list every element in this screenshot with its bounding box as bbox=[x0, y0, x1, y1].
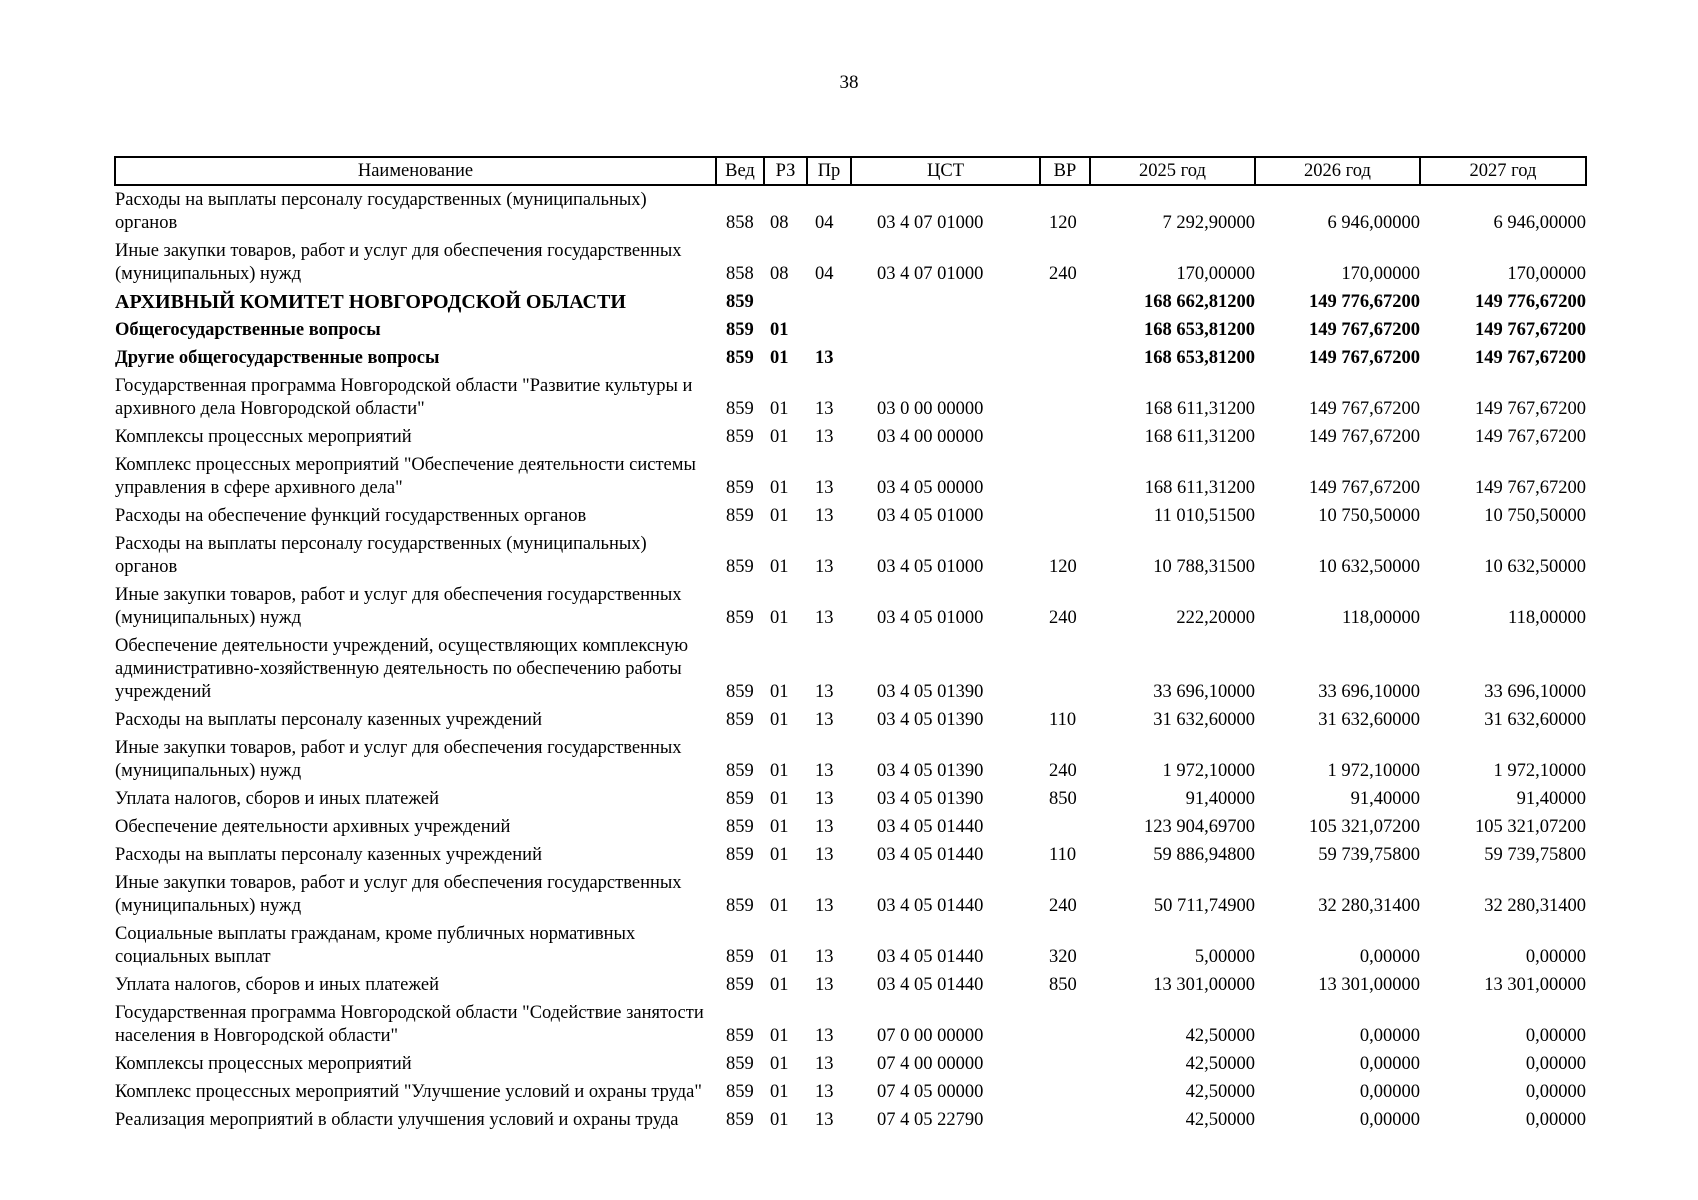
row-vr: 240 bbox=[1049, 264, 1077, 284]
row-2026: 10 750,50000 bbox=[1318, 506, 1420, 526]
row-2026: 118,00000 bbox=[1342, 608, 1420, 628]
row-pr: 13 bbox=[815, 608, 834, 628]
row-2027: 31 632,60000 bbox=[1484, 710, 1586, 730]
header-pr: Пр bbox=[807, 157, 851, 185]
row-rz: 01 bbox=[770, 682, 789, 702]
row-cst: 03 4 05 01000 bbox=[877, 506, 984, 526]
row-ved: 859 bbox=[726, 292, 754, 312]
header-row bbox=[115, 157, 1586, 185]
table-row bbox=[115, 734, 1586, 785]
row-pr: 04 bbox=[815, 213, 834, 233]
row-name: Иные закупки товаров, работ и услуг для обеспечения государственных (муниципальных) нужд bbox=[115, 585, 682, 628]
row-2026: 149 767,67200 bbox=[1309, 399, 1420, 419]
table-row-department bbox=[115, 288, 1586, 316]
row-2026: 0,00000 bbox=[1359, 1026, 1420, 1046]
row-vr: 850 bbox=[1049, 789, 1077, 809]
row-rz: 01 bbox=[770, 478, 789, 498]
row-pr: 13 bbox=[815, 1110, 834, 1130]
table-row bbox=[115, 502, 1586, 530]
row-2025: 59 886,94800 bbox=[1153, 845, 1255, 865]
row-rz: 01 bbox=[770, 975, 789, 995]
row-rz: 08 bbox=[770, 213, 789, 233]
row-2027: 91,40000 bbox=[1516, 789, 1586, 809]
row-ved: 859 bbox=[726, 399, 754, 419]
row-name: Государственная программа Новгородской области "Содействие занятости населения в Новгородской области" bbox=[115, 1003, 704, 1046]
row-name: Иные закупки товаров, работ и услуг для обеспечения государственных (муниципальных) нужд bbox=[115, 738, 682, 781]
row-ved: 859 bbox=[726, 608, 754, 628]
row-cst: 03 4 07 01000 bbox=[877, 264, 984, 284]
table-row bbox=[115, 813, 1586, 841]
row-pr bbox=[807, 288, 851, 316]
row-cst bbox=[851, 316, 1040, 344]
row-2025: 123 904,69700 bbox=[1144, 817, 1255, 837]
table-row bbox=[115, 971, 1586, 999]
row-2026: 0,00000 bbox=[1359, 1110, 1420, 1130]
row-vr: 240 bbox=[1049, 896, 1077, 916]
row-cst: 03 4 05 01000 bbox=[877, 557, 984, 577]
row-2027: 118,00000 bbox=[1508, 608, 1586, 628]
row-ved: 859 bbox=[726, 427, 754, 447]
row-pr: 13 bbox=[815, 557, 834, 577]
row-2027: 149 767,67200 bbox=[1475, 348, 1586, 368]
row-vr bbox=[1040, 1050, 1090, 1078]
table-row bbox=[115, 920, 1586, 971]
row-ved: 858 bbox=[726, 264, 754, 284]
row-2026: 170,00000 bbox=[1341, 264, 1420, 284]
row-ved: 859 bbox=[726, 947, 754, 967]
row-2027: 6 946,00000 bbox=[1493, 213, 1586, 233]
row-cst: 03 4 05 01000 bbox=[877, 608, 984, 628]
row-2027: 0,00000 bbox=[1525, 1082, 1586, 1102]
row-2026: 149 767,67200 bbox=[1309, 320, 1420, 340]
table-row bbox=[115, 999, 1586, 1050]
row-name: Общегосударственные вопросы bbox=[115, 320, 381, 340]
row-pr: 13 bbox=[815, 845, 834, 865]
row-cst: 03 4 00 00000 bbox=[877, 427, 984, 447]
row-cst: 03 4 05 01440 bbox=[877, 975, 984, 995]
row-2027: 33 696,10000 bbox=[1484, 682, 1586, 702]
header-2027: 2027 год bbox=[1420, 157, 1586, 185]
row-pr: 13 bbox=[815, 506, 834, 526]
row-vr bbox=[1040, 813, 1090, 841]
table-row bbox=[115, 423, 1586, 451]
row-vr: 850 bbox=[1049, 975, 1077, 995]
row-pr: 13 bbox=[815, 896, 834, 916]
row-2026: 59 739,75800 bbox=[1318, 845, 1420, 865]
row-2025: 42,50000 bbox=[1185, 1110, 1255, 1130]
row-2027: 0,00000 bbox=[1525, 947, 1586, 967]
row-ved: 859 bbox=[726, 506, 754, 526]
row-vr bbox=[1040, 1078, 1090, 1106]
row-2025: 42,50000 bbox=[1185, 1082, 1255, 1102]
row-2026: 31 632,60000 bbox=[1318, 710, 1420, 730]
row-ved: 859 bbox=[726, 817, 754, 837]
row-vr bbox=[1040, 632, 1090, 706]
row-name: Комплексы процессных мероприятий bbox=[115, 1054, 412, 1074]
row-2026: 0,00000 bbox=[1359, 1082, 1420, 1102]
row-pr: 13 bbox=[815, 348, 834, 368]
row-pr: 13 bbox=[815, 427, 834, 447]
header-ved: Вед bbox=[716, 157, 764, 185]
header-cst: ЦСТ bbox=[851, 157, 1040, 185]
row-rz: 01 bbox=[770, 320, 789, 340]
row-2025: 168 662,81200 bbox=[1144, 292, 1255, 312]
row-rz: 01 bbox=[770, 1082, 789, 1102]
table-row bbox=[115, 841, 1586, 869]
row-rz: 01 bbox=[770, 399, 789, 419]
row-rz: 01 bbox=[770, 947, 789, 967]
row-rz: 01 bbox=[770, 789, 789, 809]
row-vr: 240 bbox=[1049, 761, 1077, 781]
row-2027: 59 739,75800 bbox=[1484, 845, 1586, 865]
row-2026: 0,00000 bbox=[1359, 947, 1420, 967]
row-2027: 0,00000 bbox=[1525, 1026, 1586, 1046]
row-rz: 01 bbox=[770, 710, 789, 730]
row-2025: 50 711,74900 bbox=[1153, 896, 1255, 916]
row-name: АРХИВНЫЙ КОМИТЕТ НОВГОРОДСКОЙ ОБЛАСТИ bbox=[115, 291, 626, 313]
row-2026: 149 776,67200 bbox=[1309, 292, 1420, 312]
row-ved: 859 bbox=[726, 320, 754, 340]
row-name: Обеспечение деятельности архивных учреждений bbox=[115, 817, 511, 837]
table-row bbox=[115, 869, 1586, 920]
row-rz: 01 bbox=[770, 817, 789, 837]
row-name: Иные закупки товаров, работ и услуг для обеспечения государственных (муниципальных) нужд bbox=[115, 241, 682, 284]
row-ved: 859 bbox=[726, 845, 754, 865]
row-ved: 859 bbox=[726, 710, 754, 730]
row-vr: 320 bbox=[1049, 947, 1077, 967]
row-cst bbox=[851, 288, 1040, 316]
row-name: Расходы на обеспечение функций государственных органов bbox=[115, 506, 587, 526]
row-name: Государственная программа Новгородской области "Развитие культуры и архивного дела Новгородской области" bbox=[115, 376, 693, 419]
row-vr bbox=[1040, 344, 1090, 372]
row-2025: 170,00000 bbox=[1176, 264, 1255, 284]
row-name: Комплекс процессных мероприятий "Улучшение условий и охраны труда" bbox=[115, 1082, 702, 1102]
table-row bbox=[115, 185, 1586, 237]
row-ved: 859 bbox=[726, 1110, 754, 1130]
row-ved: 859 bbox=[726, 1082, 754, 1102]
row-ved: 859 bbox=[726, 975, 754, 995]
row-cst bbox=[851, 344, 1040, 372]
row-2027: 105 321,07200 bbox=[1475, 817, 1586, 837]
row-name: Комплексы процессных мероприятий bbox=[115, 427, 412, 447]
row-2027: 149 767,67200 bbox=[1475, 427, 1586, 447]
row-2026: 105 321,07200 bbox=[1309, 817, 1420, 837]
row-name: Социальные выплаты гражданам, кроме публичных нормативных социальных выплат bbox=[115, 924, 636, 967]
row-cst: 03 4 05 01440 bbox=[877, 817, 984, 837]
row-cst: 03 4 05 01440 bbox=[877, 845, 984, 865]
row-2025: 222,20000 bbox=[1176, 608, 1255, 628]
row-ved: 859 bbox=[726, 348, 754, 368]
row-2027: 149 767,67200 bbox=[1475, 399, 1586, 419]
row-pr: 13 bbox=[815, 1026, 834, 1046]
header-rz: РЗ bbox=[764, 157, 807, 185]
table-row bbox=[115, 372, 1586, 423]
row-2025: 7 292,90000 bbox=[1162, 213, 1255, 233]
row-ved: 859 bbox=[726, 789, 754, 809]
row-cst: 03 4 05 01390 bbox=[877, 682, 984, 702]
row-2025: 91,40000 bbox=[1185, 789, 1255, 809]
row-name: Расходы на выплаты персоналу государственных (муниципальных) органов bbox=[115, 534, 647, 577]
row-pr: 13 bbox=[815, 399, 834, 419]
row-name: Комплекс процессных мероприятий "Обеспечение деятельности системы управления в сфере архивного дела" bbox=[115, 455, 696, 498]
row-pr: 13 bbox=[815, 947, 834, 967]
row-rz: 01 bbox=[770, 761, 789, 781]
row-cst: 07 4 05 00000 bbox=[877, 1082, 984, 1102]
row-cst: 03 0 00 00000 bbox=[877, 399, 984, 419]
row-vr: 110 bbox=[1049, 845, 1077, 865]
row-2026: 33 696,10000 bbox=[1318, 682, 1420, 702]
table-row bbox=[115, 1050, 1586, 1078]
budget-table bbox=[114, 156, 1587, 1134]
row-pr: 13 bbox=[815, 478, 834, 498]
row-2026: 6 946,00000 bbox=[1327, 213, 1420, 233]
row-name: Иные закупки товаров, работ и услуг для обеспечения государственных (муниципальных) нужд bbox=[115, 873, 682, 916]
row-rz: 01 bbox=[770, 506, 789, 526]
table-row bbox=[115, 632, 1586, 706]
row-2027: 13 301,00000 bbox=[1484, 975, 1586, 995]
row-vr bbox=[1040, 1106, 1090, 1134]
row-cst: 07 4 05 22790 bbox=[877, 1110, 984, 1130]
row-2025: 5,00000 bbox=[1194, 947, 1255, 967]
row-vr: 240 bbox=[1049, 608, 1077, 628]
table-row bbox=[115, 451, 1586, 502]
row-rz: 01 bbox=[770, 1054, 789, 1074]
table-row bbox=[115, 530, 1586, 581]
row-vr bbox=[1040, 316, 1090, 344]
row-2025: 31 632,60000 bbox=[1153, 710, 1255, 730]
table-row bbox=[115, 581, 1586, 632]
row-rz: 01 bbox=[770, 1110, 789, 1130]
row-name: Расходы на выплаты персоналу казенных учреждений bbox=[115, 845, 542, 865]
row-ved: 859 bbox=[726, 896, 754, 916]
row-name: Обеспечение деятельности учреждений, осуществляющих комплексную административно-хозяйственную деятельность по обеспечению работы учреждений bbox=[115, 636, 689, 702]
row-2027: 149 767,67200 bbox=[1475, 478, 1586, 498]
row-pr: 13 bbox=[815, 975, 834, 995]
row-vr: 120 bbox=[1049, 557, 1077, 577]
page-number: 38 bbox=[839, 72, 859, 93]
row-2025: 33 696,10000 bbox=[1153, 682, 1255, 702]
row-name: Реализация мероприятий в области улучшения условий и охраны труда bbox=[115, 1110, 679, 1130]
header-name: Наименование bbox=[115, 157, 716, 185]
row-ved: 859 bbox=[726, 1054, 754, 1074]
row-2027: 0,00000 bbox=[1525, 1110, 1586, 1130]
row-2025: 11 010,51500 bbox=[1153, 506, 1255, 526]
row-vr bbox=[1040, 288, 1090, 316]
row-pr: 04 bbox=[815, 264, 834, 284]
row-pr: 13 bbox=[815, 1054, 834, 1074]
row-2027: 32 280,31400 bbox=[1484, 896, 1586, 916]
row-vr: 110 bbox=[1049, 710, 1077, 730]
row-cst: 03 4 07 01000 bbox=[877, 213, 984, 233]
row-2025: 168 653,81200 bbox=[1144, 348, 1255, 368]
table-row bbox=[115, 237, 1586, 288]
row-pr: 13 bbox=[815, 682, 834, 702]
row-2025: 168 611,31200 bbox=[1144, 399, 1255, 419]
row-2026: 149 767,67200 bbox=[1309, 427, 1420, 447]
row-rz: 01 bbox=[770, 845, 789, 865]
table-row-subsection bbox=[115, 344, 1586, 372]
row-rz: 01 bbox=[770, 427, 789, 447]
row-vr bbox=[1040, 372, 1090, 423]
row-2026: 10 632,50000 bbox=[1318, 557, 1420, 577]
table-row-section bbox=[115, 316, 1586, 344]
row-name: Уплата налогов, сборов и иных платежей bbox=[115, 789, 440, 809]
row-2025: 168 611,31200 bbox=[1144, 427, 1255, 447]
row-vr bbox=[1040, 502, 1090, 530]
row-2026: 91,40000 bbox=[1350, 789, 1420, 809]
row-2025: 13 301,00000 bbox=[1153, 975, 1255, 995]
row-2027: 0,00000 bbox=[1525, 1054, 1586, 1074]
row-rz: 01 bbox=[770, 348, 789, 368]
row-2025: 1 972,10000 bbox=[1162, 761, 1255, 781]
row-vr bbox=[1040, 451, 1090, 502]
row-2026: 1 972,10000 bbox=[1327, 761, 1420, 781]
row-ved: 859 bbox=[726, 478, 754, 498]
row-2027: 1 972,10000 bbox=[1493, 761, 1586, 781]
row-rz: 01 bbox=[770, 608, 789, 628]
row-2025: 42,50000 bbox=[1185, 1026, 1255, 1046]
table-body bbox=[115, 185, 1586, 1134]
row-2025: 168 611,31200 bbox=[1144, 478, 1255, 498]
row-cst: 03 4 05 01390 bbox=[877, 761, 984, 781]
row-pr: 13 bbox=[815, 1082, 834, 1102]
row-rz: 01 bbox=[770, 896, 789, 916]
table-header bbox=[115, 157, 1586, 185]
row-cst: 03 4 05 01390 bbox=[877, 789, 984, 809]
row-rz: 01 bbox=[770, 557, 789, 577]
row-pr: 13 bbox=[815, 817, 834, 837]
table-row bbox=[115, 785, 1586, 813]
row-vr: 120 bbox=[1049, 213, 1077, 233]
row-cst: 03 4 05 00000 bbox=[877, 478, 984, 498]
row-name: Расходы на выплаты персоналу государственных (муниципальных) органов bbox=[115, 190, 647, 233]
row-ved: 858 bbox=[726, 213, 754, 233]
table-row bbox=[115, 706, 1586, 734]
row-cst: 03 4 05 01440 bbox=[877, 896, 984, 916]
row-2027: 170,00000 bbox=[1507, 264, 1586, 284]
row-2026: 149 767,67200 bbox=[1309, 478, 1420, 498]
row-pr: 13 bbox=[815, 761, 834, 781]
row-name: Другие общегосударственные вопросы bbox=[115, 348, 440, 368]
row-pr: 13 bbox=[815, 789, 834, 809]
row-ved: 859 bbox=[726, 557, 754, 577]
row-2025: 168 653,81200 bbox=[1144, 320, 1255, 340]
table-row bbox=[115, 1078, 1586, 1106]
row-2027: 149 776,67200 bbox=[1475, 292, 1586, 312]
row-cst: 03 4 05 01440 bbox=[877, 947, 984, 967]
row-ved: 859 bbox=[726, 1026, 754, 1046]
row-vr bbox=[1040, 999, 1090, 1050]
header-vr: ВР bbox=[1040, 157, 1090, 185]
row-cst: 03 4 05 01390 bbox=[877, 710, 984, 730]
row-cst: 07 0 00 00000 bbox=[877, 1026, 984, 1046]
row-cst: 07 4 00 00000 bbox=[877, 1054, 984, 1074]
row-2027: 10 750,50000 bbox=[1484, 506, 1586, 526]
row-2026: 0,00000 bbox=[1359, 1054, 1420, 1074]
row-2027: 10 632,50000 bbox=[1484, 557, 1586, 577]
row-2025: 10 788,31500 bbox=[1153, 557, 1255, 577]
row-2026: 13 301,00000 bbox=[1318, 975, 1420, 995]
row-pr: 13 bbox=[815, 710, 834, 730]
row-2026: 149 767,67200 bbox=[1309, 348, 1420, 368]
table-row bbox=[115, 1106, 1586, 1134]
row-ved: 859 bbox=[726, 761, 754, 781]
row-rz bbox=[764, 288, 807, 316]
row-ved: 859 bbox=[726, 682, 754, 702]
row-vr bbox=[1040, 423, 1090, 451]
row-rz: 01 bbox=[770, 1026, 789, 1046]
row-2027: 149 767,67200 bbox=[1475, 320, 1586, 340]
header-2025: 2025 год bbox=[1090, 157, 1255, 185]
row-rz: 08 bbox=[770, 264, 789, 284]
header-2026: 2026 год bbox=[1255, 157, 1420, 185]
row-2026: 32 280,31400 bbox=[1318, 896, 1420, 916]
row-2025: 42,50000 bbox=[1185, 1054, 1255, 1074]
row-name: Уплата налогов, сборов и иных платежей bbox=[115, 975, 440, 995]
row-pr bbox=[807, 316, 851, 344]
row-name: Расходы на выплаты персоналу казенных учреждений bbox=[115, 710, 542, 730]
